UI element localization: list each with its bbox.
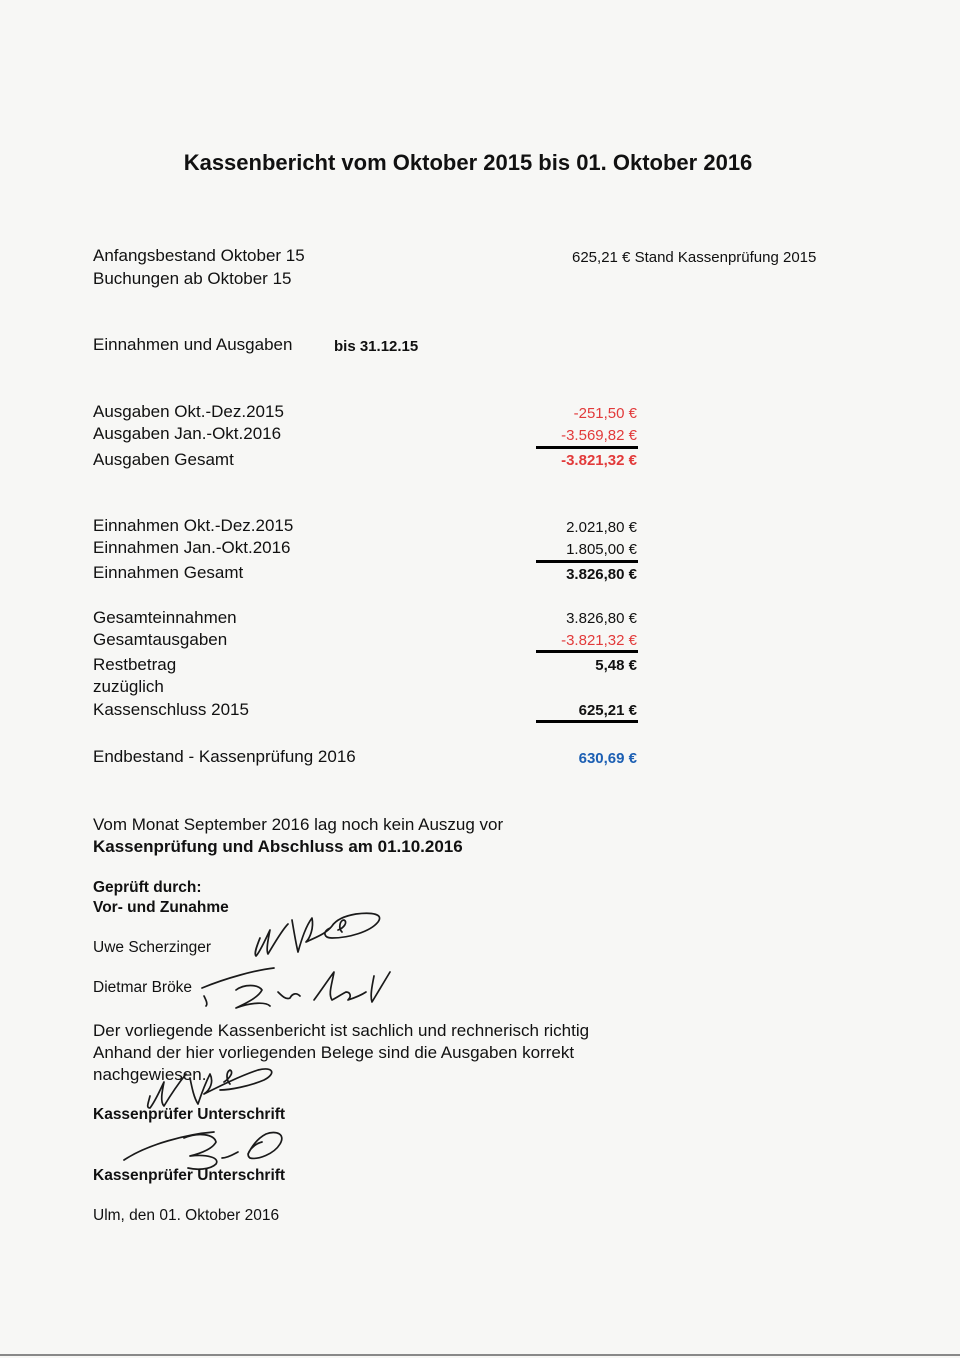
opening-balance-note: Stand Kassenprüfung 2015 [634, 249, 817, 266]
income-row-value: 1.805,00 € [566, 541, 637, 558]
auditor-signature-label: Kassenprüfer Unterschrift [93, 1106, 286, 1123]
notice-line: Vom Monat September 2016 lag noch kein Auszug vor [93, 815, 504, 834]
statement-line: Der vorliegende Kassenbericht ist sachlich und rechnerisch richtig [93, 1021, 590, 1040]
final-balance-value: 630,69 € [578, 750, 637, 767]
final-balance-label: Endbestand - Kassenprüfung 2016 [93, 747, 356, 766]
opening-balance-line [572, 249, 816, 266]
total-expenses-value: -3.821,32 € [561, 632, 637, 649]
total-income-label: Gesamteinnahmen [93, 608, 237, 627]
checked-heading: Geprüft durch: [93, 879, 202, 896]
auditor-signature-label: Kassenprüfer Unterschrift [93, 1167, 286, 1184]
signature-uwe-scherzinger [248, 908, 393, 960]
opening-balance-value: 625,21 € [572, 249, 631, 266]
total-expenses-label: Gesamtausgaben [93, 630, 228, 649]
statement-line: Anhand der hier vorliegenden Belege sind die Ausgaben korrekt [93, 1043, 575, 1062]
closing-label: Kassenschluss 2015 [93, 700, 249, 719]
scan-edge [0, 1354, 960, 1356]
period-until: bis 31.12.15 [334, 338, 419, 355]
expense-row-value: -3.569,82 € [561, 427, 637, 444]
income-row-label: Einnahmen Jan.-Okt.2016 [93, 538, 291, 557]
plus-label: zuzüglich [93, 677, 164, 696]
sum-rule [536, 650, 638, 653]
expense-row-label: Ausgaben Okt.-Dez.2015 [93, 402, 284, 421]
period-label: Einnahmen und Ausgaben [93, 335, 293, 354]
total-income-value: 3.826,80 € [566, 610, 637, 627]
income-row-value: 2.021,80 € [566, 519, 637, 536]
auditor-name: Uwe Scherzinger [93, 939, 212, 956]
closing-value: 625,21 € [578, 702, 637, 719]
auditor-name: Dietmar Bröke [93, 979, 193, 996]
remainder-label: Restbetrag [93, 655, 177, 674]
statement-line: nachgewiesen. [93, 1065, 207, 1084]
sum-rule [536, 446, 638, 449]
signature-dietmar-broekel [196, 962, 396, 1014]
bookings-label: Buchungen ab Oktober 15 [93, 269, 292, 288]
expense-row-label: Ausgaben Jan.-Okt.2016 [93, 424, 282, 443]
document-title: Kassenbericht vom Oktober 2015 bis 01. Oktober 2016 [183, 150, 753, 175]
sum-rule [536, 560, 638, 563]
notice-line-bold: Kassenprüfung und Abschluss am 01.10.2016 [93, 837, 463, 856]
income-total-value: 3.826,80 € [566, 566, 637, 583]
remainder-value: 5,48 € [595, 657, 637, 674]
signature-auditor-1 [140, 1060, 280, 1112]
expenses-total-value: -3.821,32 € [561, 452, 637, 469]
income-row-label: Einnahmen Okt.-Dez.2015 [93, 516, 294, 535]
expenses-total-label: Ausgaben Gesamt [93, 450, 234, 469]
income-total-label: Einnahmen Gesamt [93, 563, 244, 582]
checked-subheading: Vor- und Zunahme [93, 899, 229, 916]
opening-balance-label: Anfangsbestand Oktober 15 [93, 246, 305, 265]
expense-row-value: -251,50 € [573, 405, 637, 422]
place-date: Ulm, den 01. Oktober 2016 [93, 1207, 280, 1224]
sum-rule [536, 720, 638, 723]
